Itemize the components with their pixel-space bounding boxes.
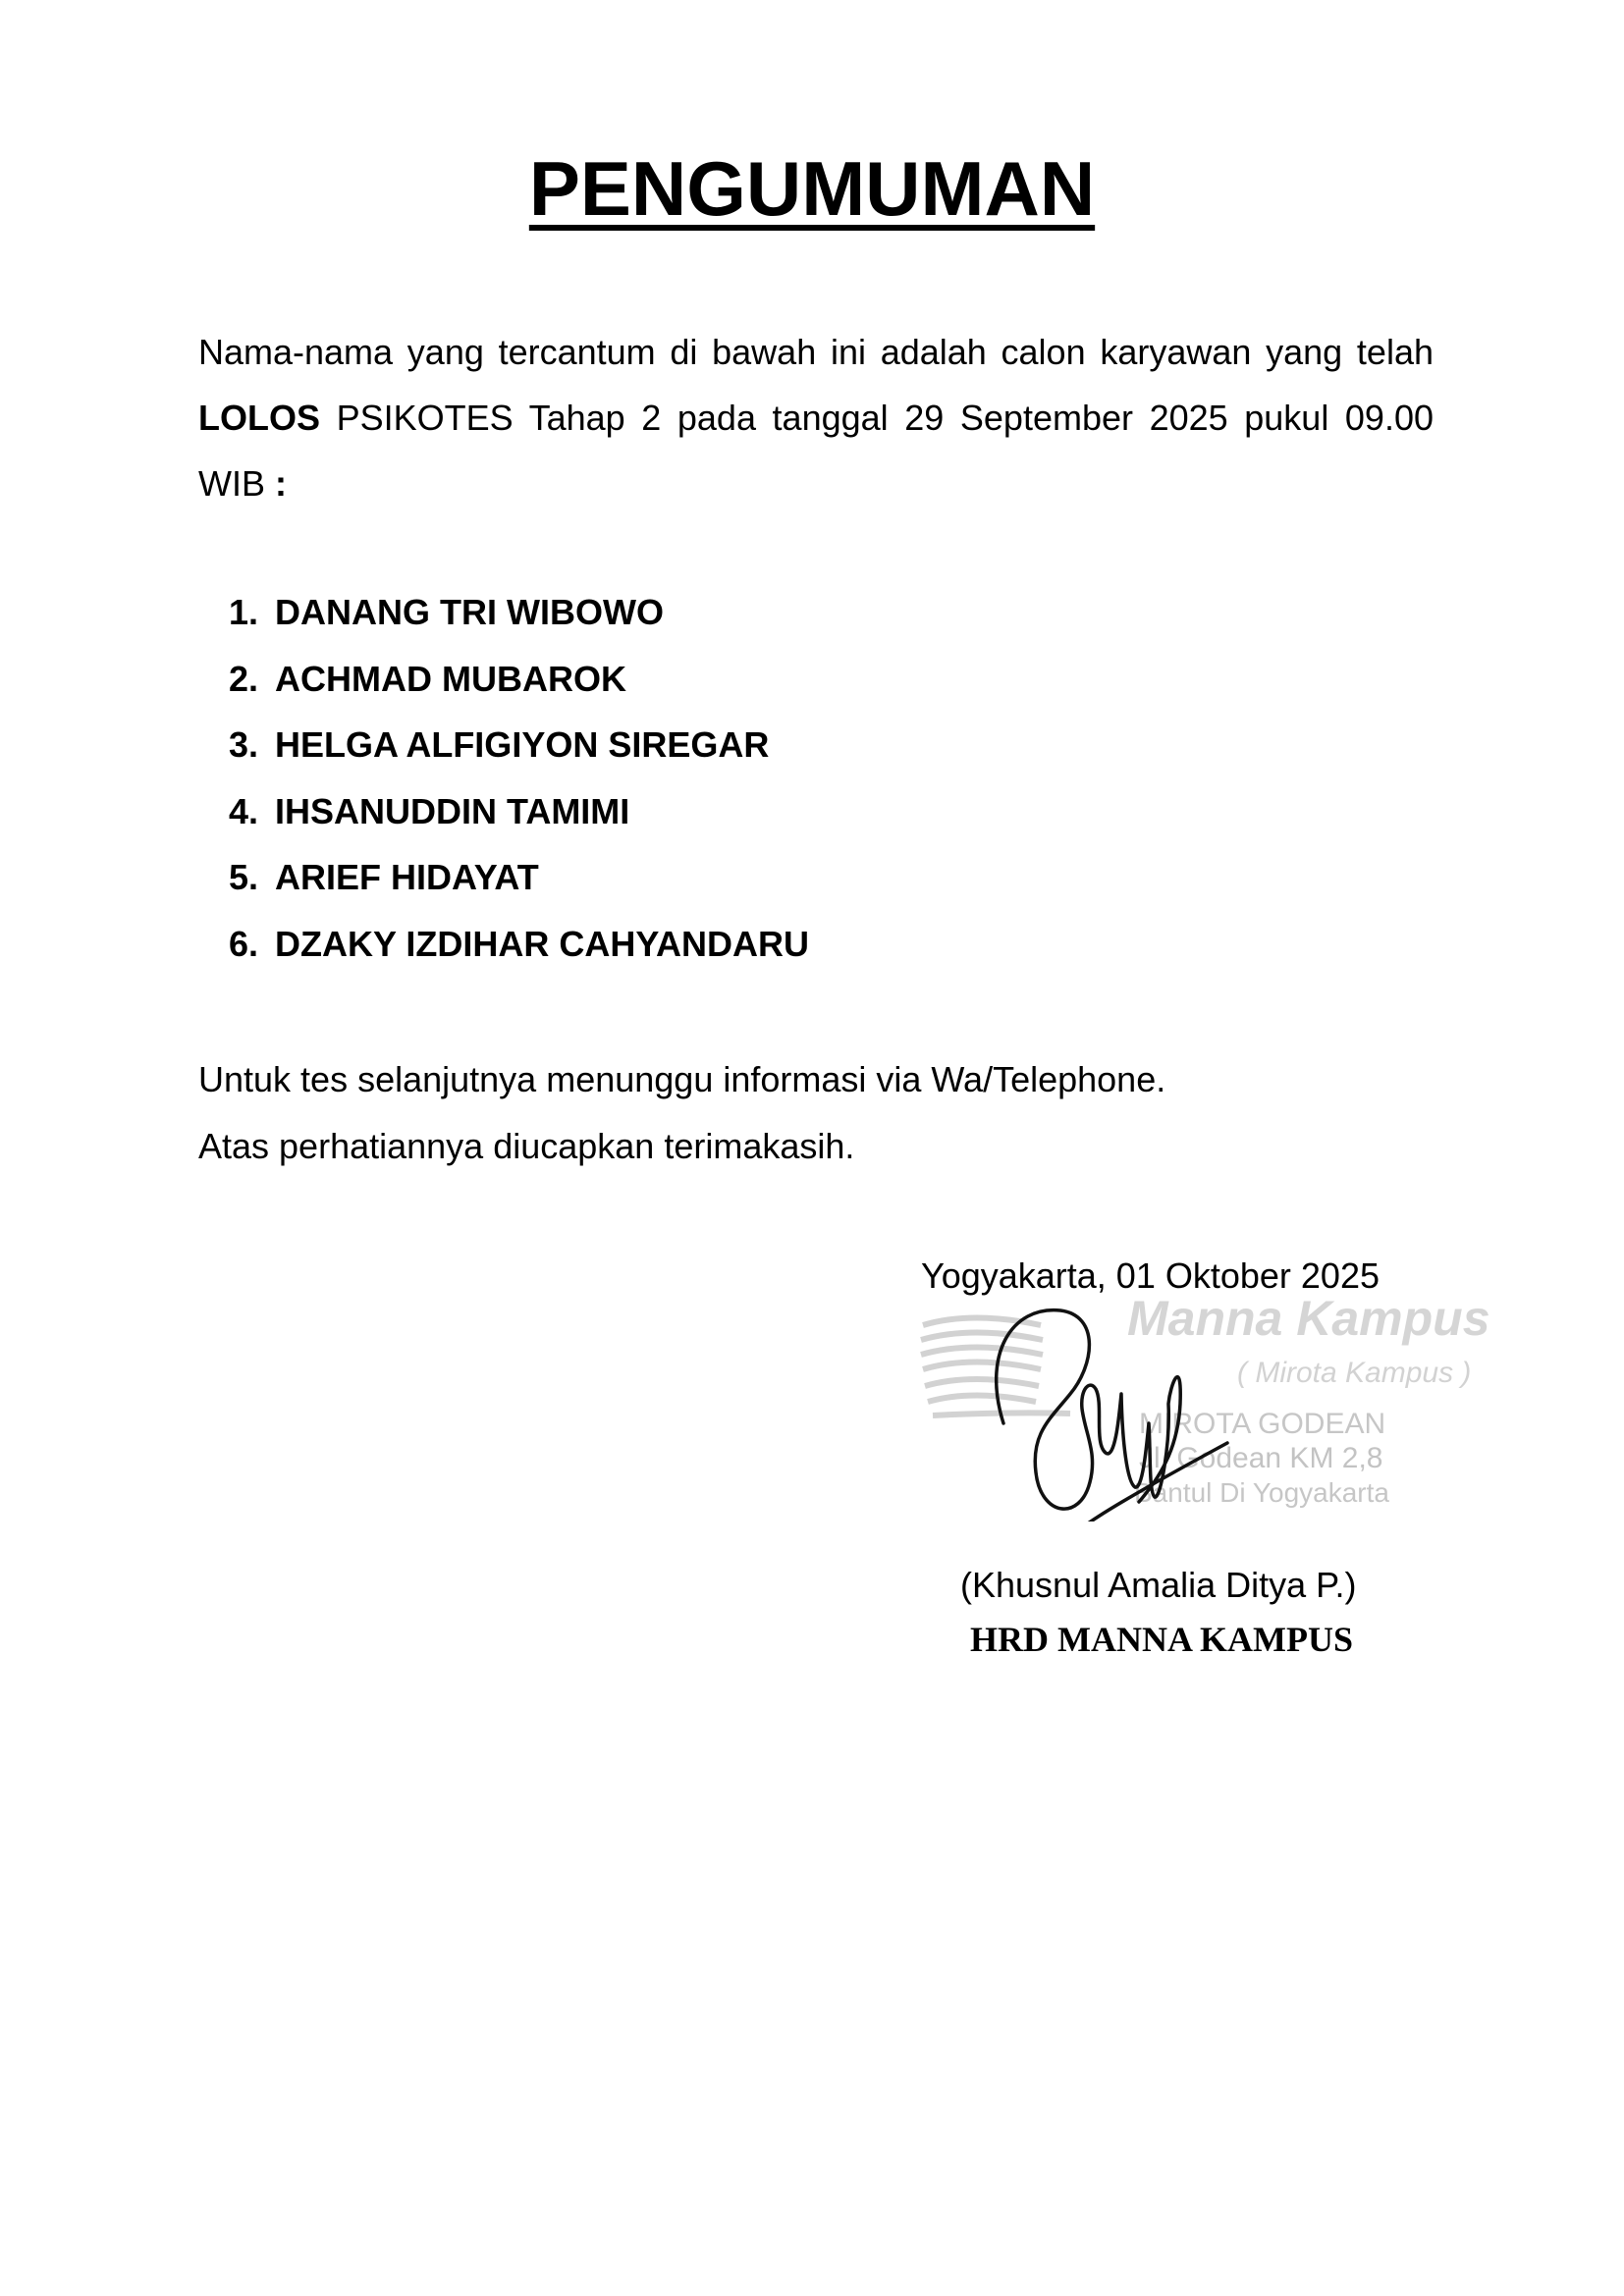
- intro-text-part2: PSIKOTES Tahap 2 pada tanggal 29 September 2025 pukul 09.00 WIB: [198, 398, 1434, 504]
- list-item-number: 3.: [228, 724, 258, 765]
- intro-highlight: LOLOS: [198, 398, 320, 438]
- list-item-number: 6.: [228, 923, 258, 964]
- stamp-sub-brand: ( Mirota Kampus ): [1237, 1357, 1472, 1389]
- list-item: [201, 778, 809, 845]
- document-title: [0, 147, 1624, 232]
- company-stamp: [921, 1296, 1490, 1508]
- signer-name: (Khusnul Amalia Ditya P.): [960, 1565, 1357, 1605]
- signer-title: HRD MANNA KAMPUS: [970, 1620, 1353, 1659]
- closing-line-info: Untuk tes selanjutnya menunggu informasi via Wa/Telephone.: [198, 1059, 1166, 1099]
- document-title-text: PENGUMUMAN: [528, 145, 1096, 232]
- place-date: Yogyakarta, 01 Oktober 2025: [921, 1255, 1380, 1296]
- stamp-brand: Manna Kampus: [1127, 1296, 1490, 1346]
- list-item: [201, 911, 809, 978]
- company-stamp-and-signature: [913, 1296, 1502, 1522]
- intro-colon: :: [275, 463, 287, 504]
- list-item-name: ARIEF HIDAYAT: [275, 857, 539, 897]
- list-item-name: HELGA ALFIGIYON SIREGAR: [275, 724, 770, 765]
- intro-paragraph: [198, 319, 1434, 516]
- list-item-number: 5.: [228, 857, 258, 897]
- candidate-list: [201, 579, 809, 977]
- list-item-number: 2.: [228, 658, 258, 699]
- list-item: [201, 646, 809, 713]
- closing-block: [198, 1046, 1165, 1180]
- stamp-address-1: Jl. Godean KM 2,8: [1139, 1442, 1383, 1474]
- list-item-name: ACHMAD MUBAROK: [275, 658, 626, 699]
- list-item: [201, 844, 809, 911]
- list-item: [201, 579, 809, 646]
- list-item-name: DZAKY IZDIHAR CAHYANDARU: [275, 923, 810, 964]
- list-item-number: 1.: [228, 592, 258, 632]
- stamp-address-2: Bantul Di Yogyakarta: [1134, 1477, 1389, 1508]
- list-item-number: 4.: [228, 790, 258, 831]
- intro-text-part1: Nama-nama yang tercantum di bawah ini adalah calon karyawan yang telah: [198, 332, 1434, 372]
- stamp-branch: MIROTA GODEAN: [1139, 1408, 1386, 1440]
- list-item: [201, 712, 809, 778]
- list-item-name: DANANG TRI WIBOWO: [275, 592, 664, 632]
- closing-line-thanks: Atas perhatiannya diucapkan terimakasih.: [198, 1126, 855, 1166]
- list-item-name: IHSANUDDIN TAMIMI: [275, 790, 630, 831]
